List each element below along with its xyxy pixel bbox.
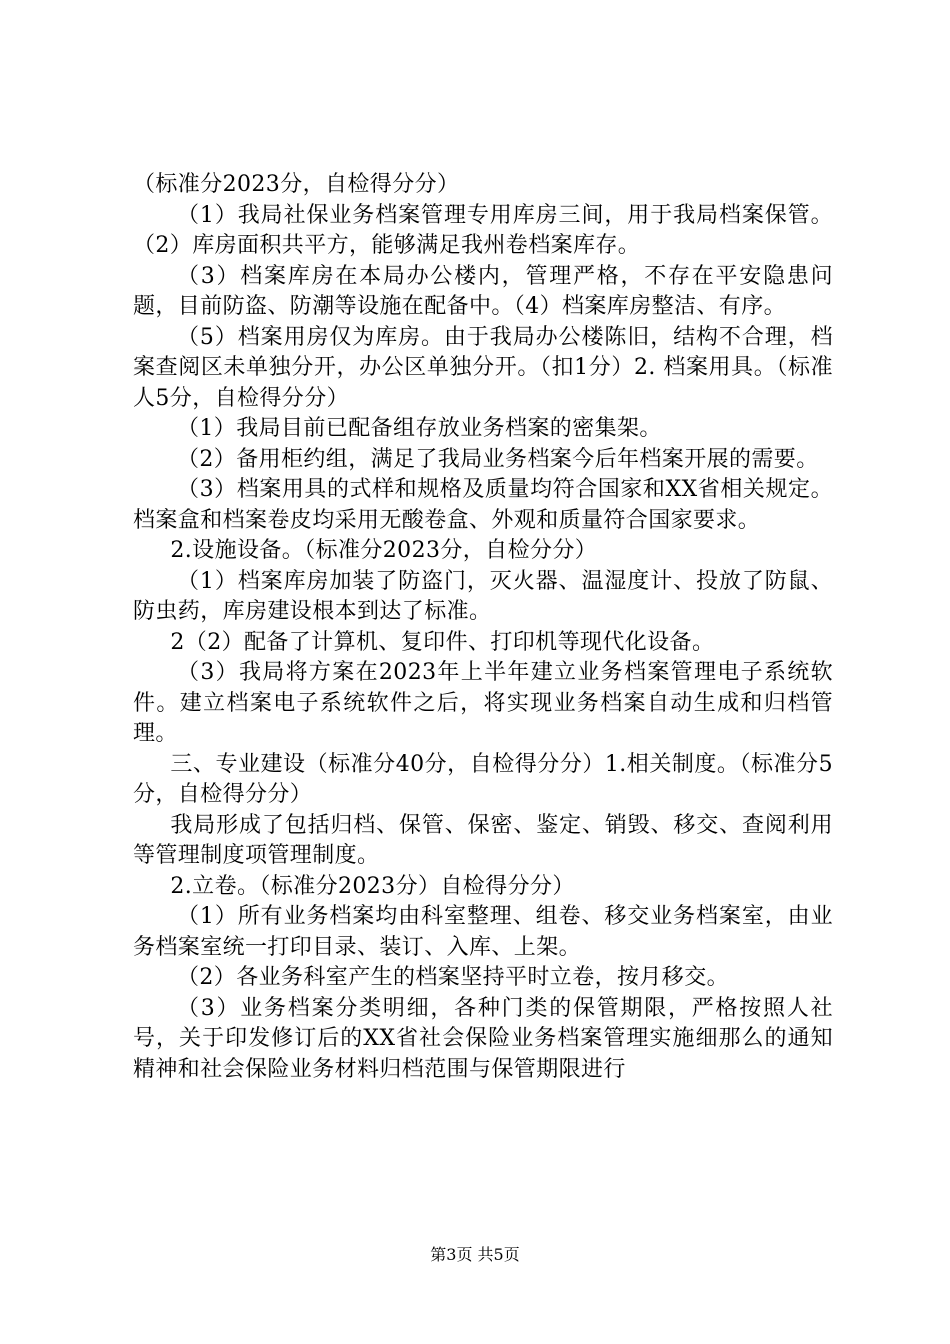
paragraph: （3）业务档案分类明细，各种门类的保管期限，严格按照人社号，关于印发修订后的XX省社会保险业务档案管理实施细那么的通知精神和社会保险业务材料归档范围与保管期限进行 — [133, 995, 833, 1082]
paragraph: 2（2）配备了计算机、复印件、打印机等现代化设备。 — [170, 629, 715, 655]
paragraph: （标准分2023分，自检得分分） — [133, 172, 460, 197]
document-body — [133, 170, 833, 1085]
paragraph: （2）备用柜约组，满足了我局业务档案今后年档案开展的需要。 — [177, 446, 819, 472]
paragraph: （1）档案库房加装了防盗门，灭火器、温湿度计、投放了防鼠、防虫药，库房建设根本到达了标准。 — [133, 568, 833, 624]
page-number: 第3页 共5页 — [430, 1245, 520, 1264]
paragraph: （5）档案用房仅为库房。由于我局办公楼陈旧，结构不合理，档案查阅区未单独分开，办公区单独分开。（扣1分）2. 档案用具。（标准人5分，自检得分分） — [133, 324, 833, 411]
paragraph: （1）我局社保业务档案管理专用库房三间，用于我局档案保管。（2）库房面积共平方，能够满足我州卷档案库存。 — [133, 202, 833, 258]
paragraph: （1）所有业务档案均由科室整理、组卷、移交业务档案室，由业务档案室统一打印目录、装订、入库、上架。 — [133, 904, 833, 960]
paragraph: （1）我局目前已配备组存放业务档案的密集架。 — [177, 416, 662, 441]
paragraph: （3）我局将方案在2023年上半年建立业务档案管理电子系统软件。建立档案电子系统软件之后，将实现业务档案自动生成和归档管理。 — [133, 660, 833, 746]
paragraph: 我局形成了包括归档、保管、保密、鉴定、销毁、移交、查阅利用等管理制度项管理制度。 — [133, 812, 833, 868]
paragraph: （3）档案库房在本局办公楼内，管理严格，不存在平安隐患问题，目前防盗、防潮等设施在配备中。（4）档案库房整洁、有序。 — [133, 263, 833, 319]
paragraph: 三、专业建设（标准分40分，自检得分分）1.相关制度。（标准分5分，自检得分分） — [133, 751, 833, 807]
paragraph: 2.立卷。（标准分2023分）自检得分分） — [170, 873, 575, 899]
paragraph: 2.设施设备。（标准分2023分，自检分分） — [170, 538, 598, 563]
page-footer — [0, 1245, 950, 1265]
paragraph: （2）各业务科室产生的档案坚持平时立卷，按月移交。 — [177, 965, 729, 990]
paragraph: （3）档案用具的式样和规格及质量均符合国家和XX省相关规定。档案盒和档案卷皮均采用无酸卷盒、外观和质量符合国家要求。 — [133, 477, 833, 533]
